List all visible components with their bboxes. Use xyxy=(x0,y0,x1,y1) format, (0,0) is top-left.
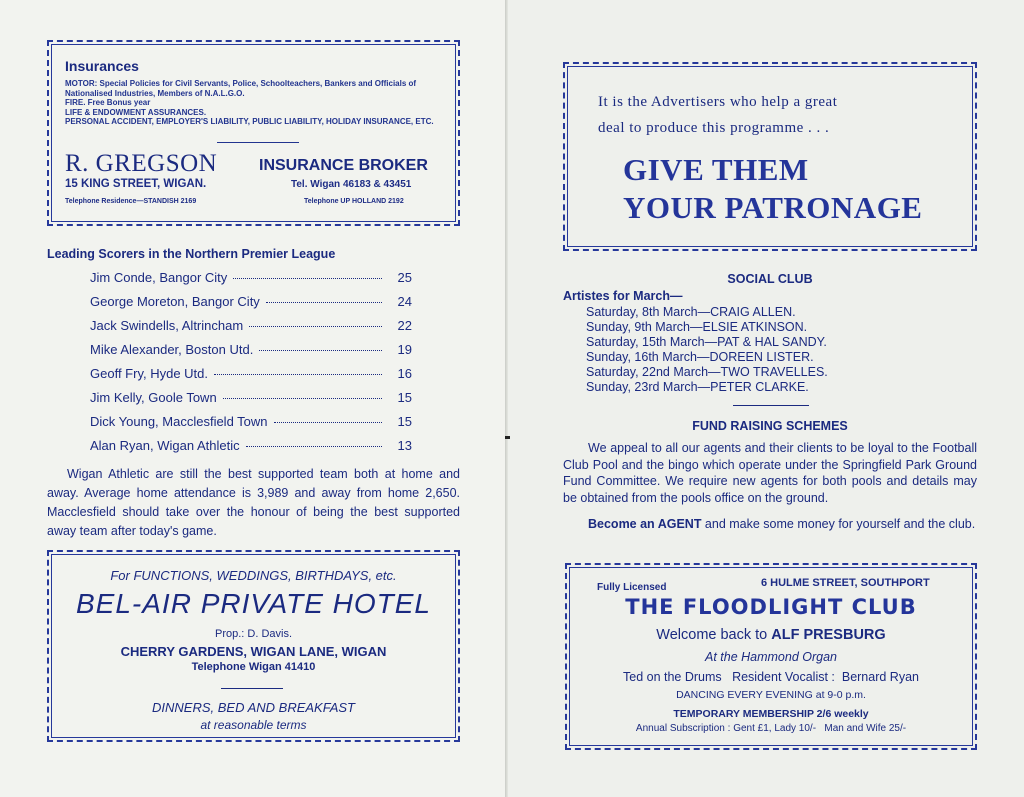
broker-second-phone: Telephone UP HOLLAND 2192 xyxy=(304,198,404,205)
patronage-headline-2: YOUR PATRONAGE xyxy=(623,190,923,225)
scorer-name: Jim Kelly, Goole Town xyxy=(90,390,217,405)
dot-leader xyxy=(249,326,382,327)
scorer-name: Jack Swindells, Altrincham xyxy=(90,318,244,333)
insurance-line: FIRE. Free Bonus year xyxy=(65,98,151,107)
fund-raising-paragraph: We appeal to all our agents and their clients to be loyal to the Football Club Pool and the bingo which operate under the Springfield Park Ground Fund Committee. We require new agents for both pools and details may be obtained from the pools office on the ground. xyxy=(563,441,977,505)
hotel-terms: at reasonable terms xyxy=(200,718,307,732)
agent-callout-rest: and make some money for yourself and the club. xyxy=(701,517,976,531)
scorers-title: Leading Scorers in the Northern Premier League xyxy=(47,247,336,261)
insurance-line: LIFE & ENDOWMENT ASSURANCES. xyxy=(65,107,207,117)
welcome-line xyxy=(567,627,975,643)
club-address: 6 HULME STREET, SOUTHPORT xyxy=(761,577,930,589)
scorer-name: Mike Alexander, Boston Utd. xyxy=(90,342,254,357)
patronage-headline-1: GIVE THEM xyxy=(623,152,809,187)
broker-residence-phone: Telephone Residence—STANDISH 2169 xyxy=(65,198,197,205)
scorer-goals: 15 xyxy=(397,390,412,405)
divider xyxy=(733,405,809,406)
scorer-goals: 25 xyxy=(397,270,412,285)
hotel-proprietor: Prop.: D. Davis. xyxy=(214,628,293,640)
hotel-name: BEL-AIR PRIVATE HOTEL xyxy=(75,588,432,619)
scorer-goals: 22 xyxy=(397,318,412,333)
fund-raising-title: FUND RAISING SCHEMES xyxy=(692,419,848,433)
scorer-goals: 13 xyxy=(397,438,412,453)
licensed-label: Fully Licensed xyxy=(597,582,667,593)
agent-callout: Become an AGENT xyxy=(588,517,702,531)
insurance-heading: Insurances xyxy=(65,58,139,74)
advertisers-line-1: It is the Advertisers who help a great xyxy=(598,94,838,110)
broker-telephone: Tel. Wigan 46183 & 43451 xyxy=(291,179,412,190)
drums-vocalist-line: Ted on the Drums Resident Vocalist : Bernard Ryan xyxy=(623,670,919,684)
scorer-row xyxy=(90,270,412,290)
broker-name: R. GREGSON xyxy=(65,150,218,177)
page-spine xyxy=(505,0,508,797)
membership-line: TEMPORARY MEMBERSHIP 2/6 weekly xyxy=(673,708,869,720)
dot-leader xyxy=(274,422,382,423)
insurance-line: PERSONAL ACCIDENT, EMPLOYER'S LIABILITY, PUBLIC LIABILITY, HOLIDAY INSURANCE, ETC. xyxy=(65,117,434,126)
artiste-entry: Saturday, 22nd March—TWO TRAVELLES. xyxy=(586,365,828,379)
scorer-row xyxy=(90,294,412,314)
artiste-entry: Saturday, 8th March—CRAIG ALLEN. xyxy=(586,305,796,319)
attendance-paragraph: Wigan Athletic are still the best supported team both at home and away. Average home attendance is 3,989 and away from home 2,650. Macclesfield should take over the honour of being the best supported away team after today's game. xyxy=(47,467,460,538)
artistes-title: Artistes for March— xyxy=(563,289,683,303)
advertisers-line-2: deal to produce this programme . . . xyxy=(598,120,830,136)
scorer-goals: 19 xyxy=(397,342,412,357)
scorer-name: George Moreton, Bangor City xyxy=(90,294,260,309)
organ-line: At the Hammond Organ xyxy=(704,650,837,664)
scorer-goals: 24 xyxy=(397,294,412,309)
dot-leader xyxy=(259,350,382,351)
dot-leader xyxy=(214,374,382,375)
welcome-prefix: Welcome back to xyxy=(656,627,772,643)
dot-leader xyxy=(223,398,382,399)
hotel-functions-line: For FUNCTIONS, WEDDINGS, BIRTHDAYS, etc. xyxy=(110,568,397,583)
left-page xyxy=(0,0,507,797)
hotel-telephone: Telephone Wigan 41410 xyxy=(191,661,316,673)
insurance-advert xyxy=(47,40,460,226)
scorer-row xyxy=(90,318,412,338)
scorer-row xyxy=(90,342,412,362)
scorer-row xyxy=(90,414,412,434)
scorer-goals: 15 xyxy=(397,414,412,429)
artiste-entry: Sunday, 16th March—DOREEN LISTER. xyxy=(586,350,814,364)
scorer-row xyxy=(90,366,412,386)
divider xyxy=(221,688,283,689)
dot-leader xyxy=(233,278,382,279)
scorer-row xyxy=(90,438,412,458)
welcome-performer: ALF PRESBURG xyxy=(771,627,886,643)
hotel-dinners: DINNERS, BED AND BREAKFAST xyxy=(152,700,355,715)
annual-subscription-line: Annual Subscription : Gent £1, Lady 10/- Man and Wife 25/- xyxy=(635,723,907,734)
broker-address: 15 KING STREET, WIGAN. xyxy=(65,178,207,190)
advertisers-notice xyxy=(563,62,977,251)
scorer-goals: 16 xyxy=(397,366,412,381)
dot-leader xyxy=(266,302,382,303)
hotel-advert xyxy=(47,550,460,742)
scorer-name: Dick Young, Macclesfield Town xyxy=(90,414,268,429)
artiste-entry: Sunday, 9th March—ELSIE ATKINSON. xyxy=(586,320,808,334)
hotel-address: CHERRY GARDENS, WIGAN LANE, WIGAN xyxy=(120,644,387,659)
social-club-title: SOCIAL CLUB xyxy=(727,272,813,286)
scorer-name: Jim Conde, Bangor City xyxy=(90,270,228,285)
insurance-details xyxy=(65,79,445,127)
floodlight-club-advert xyxy=(565,563,977,750)
broker-role: INSURANCE BROKER xyxy=(259,157,428,174)
club-name: THE FLOODLIGHT CLUB xyxy=(625,595,917,619)
artiste-entry: Saturday, 15th March—PAT & HAL SANDY. xyxy=(586,335,827,349)
scorer-row xyxy=(90,390,412,410)
divider xyxy=(217,142,299,143)
dot-leader xyxy=(246,446,382,447)
dancing-line: DANCING EVERY EVENING at 9-0 p.m. xyxy=(676,689,866,701)
insurance-line: MOTOR: Special Policies for Civil Servants, Police, Schoolteachers, Bankers and Officials of Nationalised Industries, Members of N.A.L.G.O. xyxy=(65,79,417,98)
scorer-name: Alan Ryan, Wigan Athletic xyxy=(90,438,240,453)
spine-mark xyxy=(505,436,510,439)
scorer-name: Geoff Fry, Hyde Utd. xyxy=(90,366,209,381)
artiste-entry: Sunday, 23rd March—PETER CLARKE. xyxy=(586,380,809,394)
agent-paragraph xyxy=(563,516,977,533)
